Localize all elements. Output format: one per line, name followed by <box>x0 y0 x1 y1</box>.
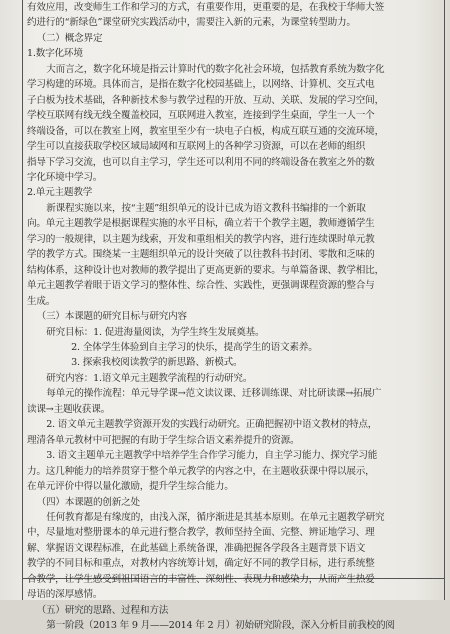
text-line: 大而言之，数字化环境是指云计算时代的数字化社会环境，包括教育系统为数字化 <box>46 63 385 75</box>
text-line: 2. 全体学生体验到自主学习的快乐，提高学生的语文素养。 <box>71 341 318 353</box>
text-line: 教学的不同目标和重点，对教材内容统筹计划，确定好不同的教学目标，进行系统整 <box>27 558 375 570</box>
document-body <box>27 0 435 634</box>
text-line: 指导下学习交流，也可以自主学习，学生还可以利用不同的终端设备在教室之外的数 <box>27 156 375 168</box>
text-line: 学习构建的环境。具体而言，是指在数字化校园基础上，以网络、计算机、交互式电 <box>27 79 375 91</box>
text-line: 3. 语文主题单元主题教学中培养学生合作学习能力，自主学习能力、探究学习能 <box>46 450 378 462</box>
text-line: 1.数字化环境 <box>27 48 83 60</box>
section-heading: （四）本课题的创新之处 <box>36 496 140 508</box>
text-line: 读课→主题收获课。 <box>27 403 110 415</box>
text-line: 结构体系，这种设计也对教师的教学提出了更高更新的要求。与单篇备课、教学相比， <box>27 264 384 276</box>
text-line: 字化环境中学习。 <box>27 171 103 183</box>
text-line: 中，尽量地对整册课本的单元进行整合教学，教师坚持全面、完整、辨证地学习、理 <box>27 527 375 539</box>
text-line: 任何教育都是有缘度的，由浅入深，循序渐进是其基本原则。在单元主题教学研究 <box>46 511 385 523</box>
text-line: 终端设备，可以在教室上网，教室里至少有一块电子白板，构成互联互通的交流环境， <box>27 125 384 137</box>
text-line: 2.单元主题教学 <box>27 187 93 199</box>
text-line: 理清各单元教材中可把握的有助于学生综合语文素养提升的资源。 <box>27 434 300 446</box>
text-line: 3. 探索我校阅读教学的新思路、新模式。 <box>71 357 243 369</box>
text-line: 每单元的操作流程：单元导学课→范文读议课、迁移训练课、对比研读课→拓展广 <box>46 388 382 400</box>
text-line: 学习的一般规律，以主题为线索，开发和重组相关的教学内容，进行连续课时单元教 <box>27 233 375 245</box>
text-line: 学校互联网有线无线全覆盖校园，互联网进入教室，连接到学生桌面，学生一人一个 <box>27 110 375 122</box>
section-heading: （三）本课题的研究目标与研究内容 <box>36 311 187 323</box>
text-line: 合教学，让学生感受到祖国语言的丰富性、深刻性、表现力和感染力，从而产生热爱 <box>27 573 375 585</box>
text-line: 解、掌握语文课程标准，在此基础上系统备课，准确把握各学段各主题背景下语文 <box>27 542 366 554</box>
text-line: 在单元评价中得以量化激励，提升学生综合能力。 <box>27 481 234 493</box>
text-line: 子白板为技术基础，各种新技术参与教学过程的开放、互动、关联、发展的学习空间， <box>27 94 384 106</box>
text-line: 母语的深厚感情。 <box>27 589 103 601</box>
text-line: 研究目标：1. 促进海量阅读，为学生终生发展奠基。 <box>46 326 265 338</box>
text-line: 向。单元主题教学是根据课程实施的水平目标，确立若干个教学主题，教师遵循学生 <box>27 218 375 230</box>
text-line: 学的教学方式。围绕某一主题组织单元的设计突破了以往教科书封闭、零散和乏味的 <box>27 249 375 261</box>
text-line: 单元主题教学着眼于语文学习的整体性、综合性、实践性，更强调课程资源的整合与 <box>27 280 375 292</box>
section-heading: （二）概念界定 <box>36 32 103 44</box>
text-line: 研究内容：1.语文单元主题教学流程的行动研究。 <box>46 372 253 384</box>
text-line: 新课程实施以来，按“主题”组织单元的设计已成为语文教科书编排的一个新取 <box>46 202 366 214</box>
text-line: 约进行的“新绿色”课堂研究实践活动中，需要注入新的元素，为课堂转型助力。 <box>27 17 356 29</box>
text-line: 学生可以直接获取学校区域局域网和互联网上的各种学习资源，可以在老师的组织 <box>27 141 366 153</box>
text-line: 有效应用，改变师生工作和学习的方式，有重要作用，更重要的是，在我校于华师大签 <box>27 2 384 13</box>
text-line: 力。这几种能力的培养贯穿于整个单元教学的内容之中，在主题收获课中得以展示， <box>27 465 375 477</box>
text-line: 第一阶段（2013 年 9 月——2014 年 2 月）初始研究阶段，深入分析目前我校的阅 <box>46 620 395 632</box>
text-line: 生成。 <box>27 295 56 307</box>
section-heading: （五）研究的思路、过程和方法 <box>36 604 169 616</box>
text-line: 2. 语文单元主题教学资源开发的实践行动研究。正确把握初中语文教材的特点， <box>46 419 378 431</box>
